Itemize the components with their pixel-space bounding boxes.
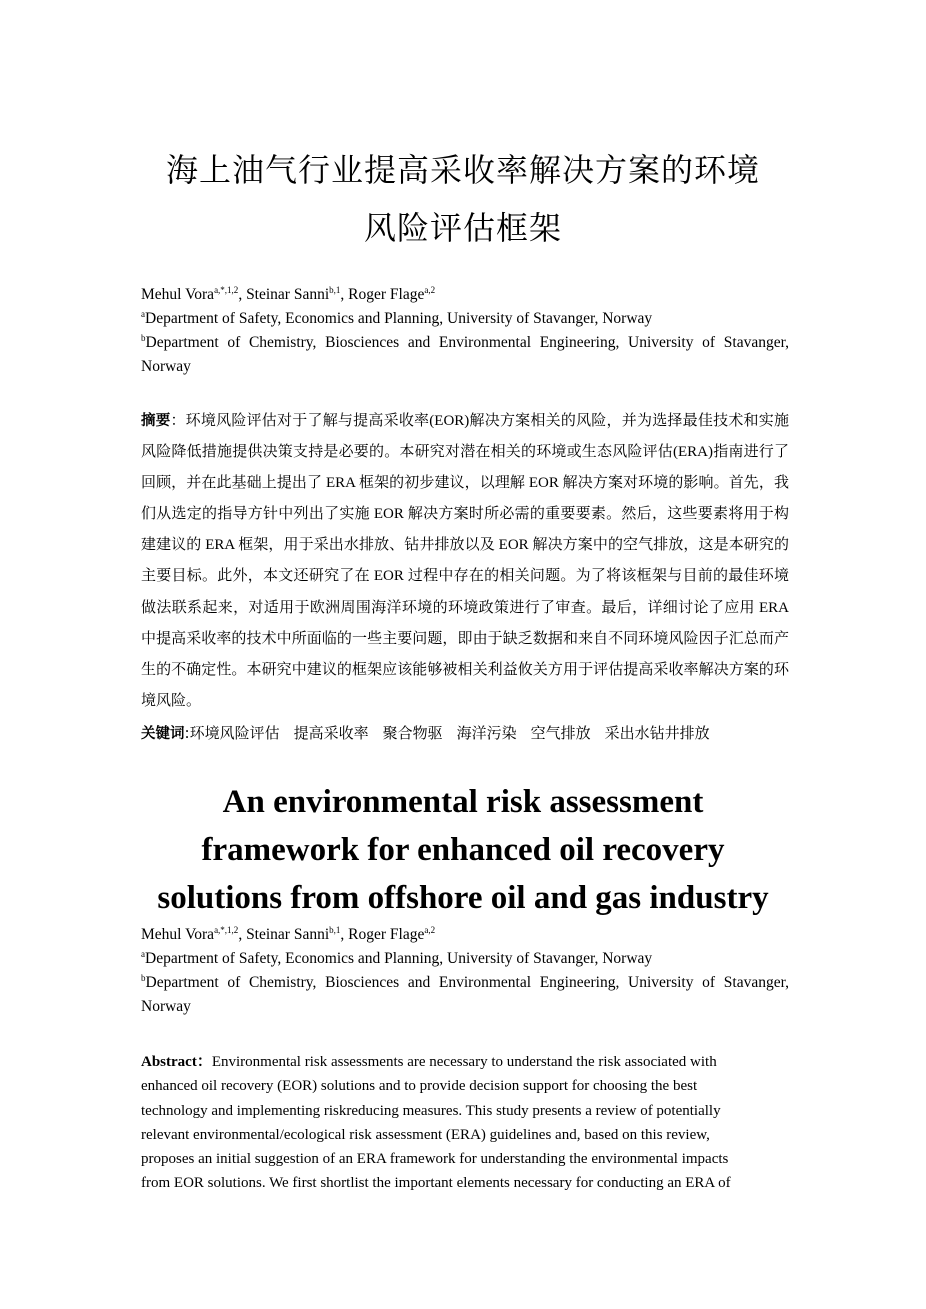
affiliation-a-cn (141, 307, 789, 331)
author-name: , Steinar Sanni (238, 926, 330, 943)
affiliation-text: Department of Safety, Economics and Planning, University of Stavanger, Norway (145, 310, 653, 327)
author-name: Mehul Vora (141, 926, 215, 943)
english-title-line-2: framework for enhanced oil recovery (201, 832, 725, 868)
abstract-en-line: technology and implementing riskreducing measures. This study presents a review of potentially (141, 1102, 721, 1119)
abstract-en-line: from EOR solutions. We first shortlist the important elements necessary for conducting an ERA of (141, 1175, 731, 1192)
keyword: 环境风险评估 (189, 724, 280, 742)
affiliation-sup: b (141, 973, 146, 983)
chinese-title-line-1: 海上油气行业提高采收率解决方案的环境 (165, 151, 760, 189)
affiliation-b-cn-cont: Norway (141, 358, 191, 375)
author-name: Mehul Vora (141, 286, 215, 303)
abstract-en-line: relevant environmental/ecological risk assessment (ERA) guidelines and, based on this review, (141, 1126, 710, 1143)
affiliation-sup: b (141, 333, 146, 343)
abstract-en-text: Environmental risk assessments are necessary to understand the risk associated with (211, 1054, 717, 1070)
chinese-title-line-2: 风险评估框架 (363, 209, 562, 247)
keyword: 提高采收率 (293, 724, 369, 742)
author-sup: b,1 (329, 285, 341, 295)
abstract-text-cn: ：环境风险评估对于了解与提高采收率(EOR)解决方案相关的风险，并为选择最佳技术和实施风险降低措施提供决策支持是必要的。本研究对潜在相关的环境或生态风险评估(ERA)指南进行了回顾，并在此基础上提出了 ERA 框架的初步建议，以理解 EOR 解决方案对环境的影响。首先，我们从选定的指导方针中列出了实施 EOR 解决方案时所必需的重要要素。然后，这些要素将用于构建建议的 ERA 框架，用于采出水排放、钻井排放以及 EOR 解决方案中的空气排放，这是本研究的主要目标。此外，本文还研究了在 EOR 过程中存在的相关问题。为了将该框架与目前的最佳环境做法联系起来，对适用于欧洲周围海洋环境的环境政策进行了审查。最后，详细讨论了应用 ERA 中提高采收率的技术中所面临的一些主要问题，即由于缺乏数据和来自不同环境风险因子汇总而产生的不确定性。本研究中建议的框架应该能够被相关利益攸关方用于评估提高采收率解决方案的环境风险。 (141, 413, 789, 709)
author-sup: a,2 (424, 925, 436, 935)
authors-en (141, 923, 789, 947)
affiliation-sup: a (141, 309, 145, 319)
abstract-cn (141, 406, 789, 717)
author-name: , Roger Flage (340, 286, 425, 303)
keywords-cn (141, 721, 789, 746)
author-sup: a,2 (424, 285, 436, 295)
authors-cn (141, 283, 789, 307)
keywords-sep: : (184, 724, 190, 742)
author-sup: a,*,1,2 (214, 285, 239, 295)
abstract-en-line: enhanced oil recovery (EOR) solutions and to provide decision support for choosing the best (141, 1078, 698, 1095)
author-sup: a,*,1,2 (214, 925, 239, 935)
author-name: , Roger Flage (340, 926, 425, 943)
keywords-label: 关键词 (141, 726, 185, 742)
abstract-en-line (141, 1050, 789, 1074)
affiliation-text: Department of Safety, Economics and Planning, University of Stavanger, Norway (145, 950, 653, 967)
abstract-en-line: proposes an initial suggestion of an ERA framework for understanding the environmental impacts (141, 1151, 729, 1168)
abstract-label-cn: 摘要 (141, 413, 171, 429)
affiliation-a-en (141, 947, 789, 971)
abstract-en (141, 1050, 789, 1196)
english-title-line-3: solutions from offshore oil and gas industry (157, 880, 769, 916)
affiliation-sup: a (141, 949, 145, 959)
author-name: , Steinar Sanni (238, 286, 330, 303)
abstract-label-en: Abstract： (141, 1054, 212, 1070)
keyword: 聚合物驱 (382, 724, 443, 742)
keyword: 海洋污染 (456, 724, 517, 742)
affiliation-text: Department of Chemistry, Biosciences and Environmental Engineering, University of Stavanger, (145, 334, 789, 351)
affiliation-text: Department of Chemistry, Biosciences and Environmental Engineering, University of Stavanger, (145, 974, 789, 991)
author-sup: b,1 (329, 925, 341, 935)
keyword: 空气排放 (530, 724, 591, 742)
affiliation-b-en-cont: Norway (141, 998, 191, 1015)
keyword: 采出水钻井排放 (604, 724, 710, 742)
affiliation-b-cn (141, 331, 789, 355)
affiliation-b-en (141, 971, 789, 995)
english-title-line-1: An environmental risk assessment (222, 784, 704, 820)
